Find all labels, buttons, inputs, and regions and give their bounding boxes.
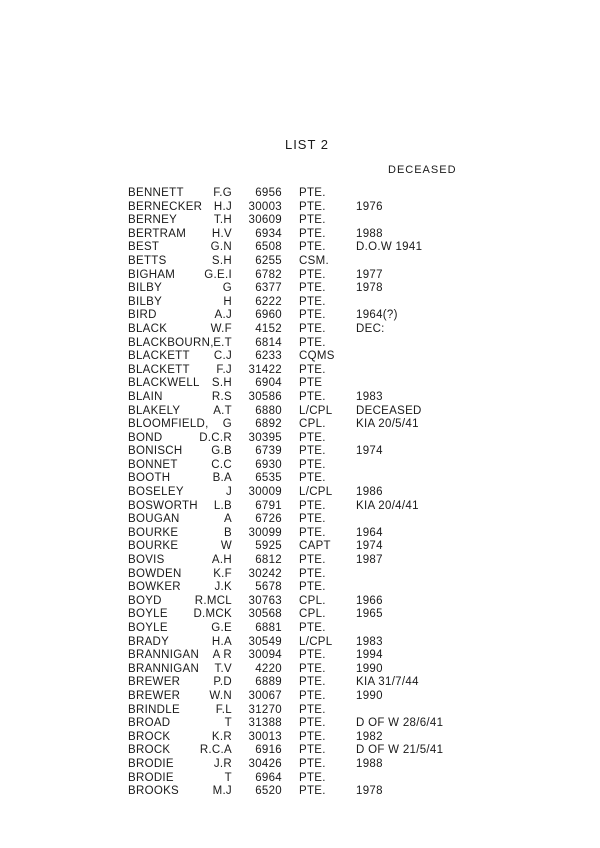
list-item [0, 296, 600, 310]
number-cell: 5678 [255, 581, 282, 594]
surname-cell: BOSELEY [128, 486, 184, 499]
rank-cell: PTE. [299, 785, 326, 798]
initials-cell: R.MCL [194, 594, 232, 607]
list-item [0, 608, 600, 622]
number-cell: 6960 [255, 309, 282, 322]
number-cell: 30242 [248, 567, 282, 580]
surname-cell: BROCK [128, 730, 171, 743]
initials-cell: E.T [213, 336, 232, 349]
list-item [0, 649, 600, 663]
number-cell: 6814 [255, 336, 282, 349]
list-item [0, 772, 600, 786]
rank-cell: CPL. [299, 608, 326, 621]
list-item [0, 704, 600, 718]
list-item [0, 269, 600, 283]
note-cell: KIA 20/4/41 [356, 499, 419, 512]
note-cell: 1974 [356, 540, 383, 553]
number-cell: 6377 [255, 282, 282, 295]
rank-cell: PTE. [299, 187, 326, 199]
note-cell: KIA 20/5/41 [356, 418, 419, 431]
rank-cell: PTE. [299, 214, 326, 227]
initials-cell: T.H [213, 214, 232, 227]
number-cell: 30013 [248, 730, 282, 743]
rank-cell: PTE. [299, 309, 326, 322]
surname-cell: BOYLE [128, 608, 168, 621]
list-item [0, 676, 600, 690]
initials-cell: F.L [215, 703, 232, 716]
surname-cell: BLACKBOURN, [128, 336, 214, 349]
initials-cell: T [224, 717, 232, 730]
list-item [0, 309, 600, 323]
initials-cell: R.C.A [199, 744, 232, 757]
list-item [0, 364, 600, 378]
number-cell: 6791 [255, 499, 282, 512]
list-item [0, 432, 600, 446]
rank-cell: CSM. [299, 254, 329, 267]
note-cell: 1983 [356, 635, 383, 648]
note-cell: 1966 [356, 594, 383, 607]
initials-cell: B [224, 526, 232, 539]
note-cell: D.O.W 1941 [356, 241, 423, 254]
initials-cell: H.A [211, 635, 232, 648]
initials-cell: W [220, 540, 232, 553]
note-cell: DEC: [356, 322, 385, 335]
initials-cell: A [224, 513, 232, 526]
initials-cell: K.F [213, 567, 232, 580]
initials-cell: P.D [213, 676, 232, 689]
surname-cell: BROCK [128, 744, 171, 757]
surname-cell: BILBY [128, 295, 163, 308]
surname-cell: BREWER [128, 676, 181, 689]
surname-cell: BRODIE [128, 757, 174, 770]
rank-cell: PTE. [299, 322, 326, 335]
number-cell: 31388 [248, 717, 282, 730]
rank-cell: PTE. [299, 581, 326, 594]
surname-cell: BONNET [128, 458, 178, 471]
surname-cell: BOYLE [128, 622, 168, 634]
rank-cell: PTE. [299, 363, 326, 376]
surname-cell: BLAKELY [128, 404, 181, 417]
surname-cell: BOND [128, 431, 163, 444]
initials-cell: S.H [211, 254, 232, 267]
number-cell: 30586 [248, 390, 282, 403]
number-cell: 6880 [255, 404, 282, 417]
number-cell: 4152 [255, 322, 282, 335]
number-cell: 30568 [248, 608, 282, 621]
surname-cell: BIGHAM [128, 268, 176, 281]
rank-cell: PTE. [299, 513, 326, 526]
rank-cell: CQMS [299, 350, 335, 363]
list-item [0, 540, 600, 554]
list-item [0, 554, 600, 568]
page-subtitle: DECEASED [388, 164, 457, 176]
number-cell: 6726 [255, 513, 282, 526]
rank-cell: PTE. [299, 458, 326, 471]
list-item [0, 201, 600, 215]
note-cell: 1983 [356, 390, 383, 403]
list-item [0, 459, 600, 473]
surname-cell: BLACKETT [128, 350, 190, 363]
list-item [0, 282, 600, 296]
list-item [0, 323, 600, 337]
rank-cell: PTE. [299, 499, 326, 512]
roll-list [0, 187, 600, 799]
initials-cell: W.N [209, 689, 232, 702]
list-item [0, 214, 600, 228]
surname-cell: BETTS [128, 254, 167, 267]
surname-cell: BOURKE [128, 540, 179, 553]
initials-cell: A R [212, 649, 232, 662]
surname-cell: BERNEY [128, 214, 178, 227]
number-cell: 30395 [248, 431, 282, 444]
rank-cell: PTE. [299, 717, 326, 730]
number-cell: 31270 [248, 703, 282, 716]
initials-cell: G.N [210, 241, 232, 254]
rank-cell: PTE. [299, 241, 326, 254]
surname-cell: BOVIS [128, 554, 165, 567]
initials-cell: C.J [213, 350, 232, 363]
note-cell: KIA 31/7/44 [356, 676, 419, 689]
initials-cell: G [222, 282, 232, 295]
list-item [0, 255, 600, 269]
initials-cell: S.H [211, 377, 232, 390]
number-cell: 6930 [255, 458, 282, 471]
rank-cell: L/CPL [299, 486, 333, 499]
rank-cell: PTE. [299, 295, 326, 308]
surname-cell: BLOOMFIELD, [128, 418, 209, 431]
initials-cell: A.H [211, 554, 232, 567]
rank-cell: PTE. [299, 472, 326, 485]
surname-cell: BIRD [128, 309, 157, 322]
number-cell: 31422 [248, 363, 282, 376]
surname-cell: BROOKS [128, 785, 180, 798]
initials-cell: H.V [211, 227, 232, 240]
number-cell: 30094 [248, 649, 282, 662]
rank-cell: PTE. [299, 431, 326, 444]
number-cell: 6782 [255, 268, 282, 281]
list-item [0, 377, 600, 391]
initials-cell: G.B [211, 445, 232, 458]
note-cell: 1978 [356, 282, 383, 295]
rank-cell: PTE. [299, 282, 326, 295]
initials-cell: D.C.R [199, 431, 232, 444]
rank-cell: PTE. [299, 662, 326, 675]
surname-cell: BERNECKER [128, 200, 203, 213]
page-title: LIST 2 [284, 137, 330, 152]
number-cell: 6739 [255, 445, 282, 458]
initials-cell: W.F [210, 322, 232, 335]
number-cell: 6881 [255, 622, 282, 634]
surname-cell: BOURKE [128, 526, 179, 539]
note-cell: 1964(?) [356, 309, 398, 322]
rank-cell: L/CPL [299, 404, 333, 417]
list-item [0, 513, 600, 527]
list-item [0, 500, 600, 514]
initials-cell: J.R [213, 757, 232, 770]
note-cell: 1986 [356, 486, 383, 499]
initials-cell: J.K [214, 581, 232, 594]
number-cell: 6892 [255, 418, 282, 431]
list-item [0, 663, 600, 677]
list-item [0, 241, 600, 255]
note-cell: 1964 [356, 526, 383, 539]
rank-cell: PTE. [299, 336, 326, 349]
number-cell: 6535 [255, 472, 282, 485]
surname-cell: BOOTH [128, 472, 171, 485]
surname-cell: BLACKWELL [128, 377, 200, 390]
note-cell: 1982 [356, 730, 383, 743]
number-cell: 6916 [255, 744, 282, 757]
number-cell: 30609 [248, 214, 282, 227]
number-cell: 5925 [255, 540, 282, 553]
number-cell: 6889 [255, 676, 282, 689]
number-cell: 6520 [255, 785, 282, 798]
note-cell: D OF W 21/5/41 [356, 744, 444, 757]
initials-cell: H.J [213, 200, 232, 213]
note-cell: 1976 [356, 200, 383, 213]
rank-cell: CPL. [299, 418, 326, 431]
initials-cell: G [222, 418, 232, 431]
note-cell: 1978 [356, 785, 383, 798]
list-item [0, 527, 600, 541]
rank-cell: PTE [299, 377, 323, 390]
number-cell: 6956 [255, 187, 282, 199]
list-item [0, 731, 600, 745]
initials-cell: K.R [211, 730, 232, 743]
initials-cell: J [225, 486, 232, 499]
rank-cell: PTE. [299, 676, 326, 689]
surname-cell: BERTRAM [128, 227, 187, 240]
initials-cell: G.E.I [204, 268, 232, 281]
initials-cell: L.B [213, 499, 232, 512]
list-item [0, 486, 600, 500]
surname-cell: BOSWORTH [128, 499, 198, 512]
surname-cell: BRODIE [128, 771, 174, 784]
list-item [0, 472, 600, 486]
rank-cell: PTE. [299, 744, 326, 757]
list-item [0, 568, 600, 582]
list-item [0, 350, 600, 364]
list-item [0, 758, 600, 772]
note-cell: 1977 [356, 268, 383, 281]
number-cell: 30003 [248, 200, 282, 213]
number-cell: 30549 [248, 635, 282, 648]
list-item [0, 391, 600, 405]
surname-cell: BONISCH [128, 445, 183, 458]
note-cell: D OF W 28/6/41 [356, 717, 444, 730]
list-item [0, 744, 600, 758]
note-cell: 1965 [356, 608, 383, 621]
number-cell: 6812 [255, 554, 282, 567]
number-cell: 30009 [248, 486, 282, 499]
number-cell: 6255 [255, 254, 282, 267]
rank-cell: PTE. [299, 622, 326, 634]
number-cell: 6934 [255, 227, 282, 240]
rank-cell: PTE. [299, 554, 326, 567]
surname-cell: BLACK [128, 322, 168, 335]
note-cell: 1987 [356, 554, 383, 567]
number-cell: 6233 [255, 350, 282, 363]
list-item [0, 717, 600, 731]
surname-cell: BOWKER [128, 581, 181, 594]
list-item [0, 418, 600, 432]
note-cell: 1974 [356, 445, 383, 458]
list-item [0, 622, 600, 636]
rank-cell: PTE. [299, 200, 326, 213]
list-item [0, 228, 600, 242]
rank-cell: PTE. [299, 390, 326, 403]
rank-cell: PTE. [299, 649, 326, 662]
surname-cell: BENNETT [128, 187, 184, 199]
initials-cell: D.MCK [193, 608, 232, 621]
surname-cell: BEST [128, 241, 160, 254]
surname-cell: BRADY [128, 635, 170, 648]
list-item [0, 187, 600, 201]
rank-cell: PTE. [299, 567, 326, 580]
initials-cell: B.A [212, 472, 232, 485]
list-item [0, 405, 600, 419]
note-cell: 1994 [356, 649, 383, 662]
note-cell: 1990 [356, 689, 383, 702]
initials-cell: T [224, 771, 232, 784]
initials-cell: H [223, 295, 232, 308]
surname-cell: BOWDEN [128, 567, 182, 580]
initials-cell: F.J [216, 363, 232, 376]
initials-cell: R.S [211, 390, 232, 403]
list-item [0, 581, 600, 595]
number-cell: 6222 [255, 295, 282, 308]
initials-cell: F.G [213, 187, 232, 199]
rank-cell: PTE. [299, 227, 326, 240]
number-cell: 30426 [248, 757, 282, 770]
rank-cell: PTE. [299, 689, 326, 702]
note-cell: DECEASED [356, 404, 422, 417]
number-cell: 6964 [255, 771, 282, 784]
surname-cell: BOYD [128, 594, 162, 607]
number-cell: 6904 [255, 377, 282, 390]
list-item [0, 785, 600, 799]
initials-cell: A.T [213, 404, 232, 417]
list-item [0, 445, 600, 459]
initials-cell: A.J [214, 309, 232, 322]
number-cell: 30067 [248, 689, 282, 702]
rank-cell: PTE. [299, 703, 326, 716]
rank-cell: PTE. [299, 757, 326, 770]
initials-cell: M.J [212, 785, 232, 798]
rank-cell: PTE. [299, 730, 326, 743]
surname-cell: BROAD [128, 717, 171, 730]
number-cell: 30763 [248, 594, 282, 607]
rank-cell: CAPT [299, 540, 331, 553]
list-item [0, 690, 600, 704]
surname-cell: BREWER [128, 689, 181, 702]
rank-cell: PTE. [299, 771, 326, 784]
surname-cell: BRANNIGAN [128, 649, 200, 662]
surname-cell: BRINDLE [128, 703, 180, 716]
list-item [0, 636, 600, 650]
surname-cell: BLAIN [128, 390, 163, 403]
list-item [0, 337, 600, 351]
surname-cell: BOUGAN [128, 513, 180, 526]
rank-cell: CPL. [299, 594, 326, 607]
note-cell: 1988 [356, 227, 383, 240]
surname-cell: BRANNIGAN [128, 662, 200, 675]
number-cell: 4220 [255, 662, 282, 675]
initials-cell: C.C [211, 458, 232, 471]
note-cell: 1988 [356, 757, 383, 770]
surname-cell: BILBY [128, 282, 163, 295]
rank-cell: PTE. [299, 445, 326, 458]
rank-cell: PTE. [299, 526, 326, 539]
rank-cell: PTE. [299, 268, 326, 281]
initials-cell: G.E [211, 622, 232, 634]
number-cell: 30099 [248, 526, 282, 539]
initials-cell: T.V [214, 662, 232, 675]
surname-cell: BLACKETT [128, 363, 190, 376]
number-cell: 6508 [255, 241, 282, 254]
note-cell: 1990 [356, 662, 383, 675]
list-item [0, 595, 600, 609]
rank-cell: L/CPL [299, 635, 333, 648]
